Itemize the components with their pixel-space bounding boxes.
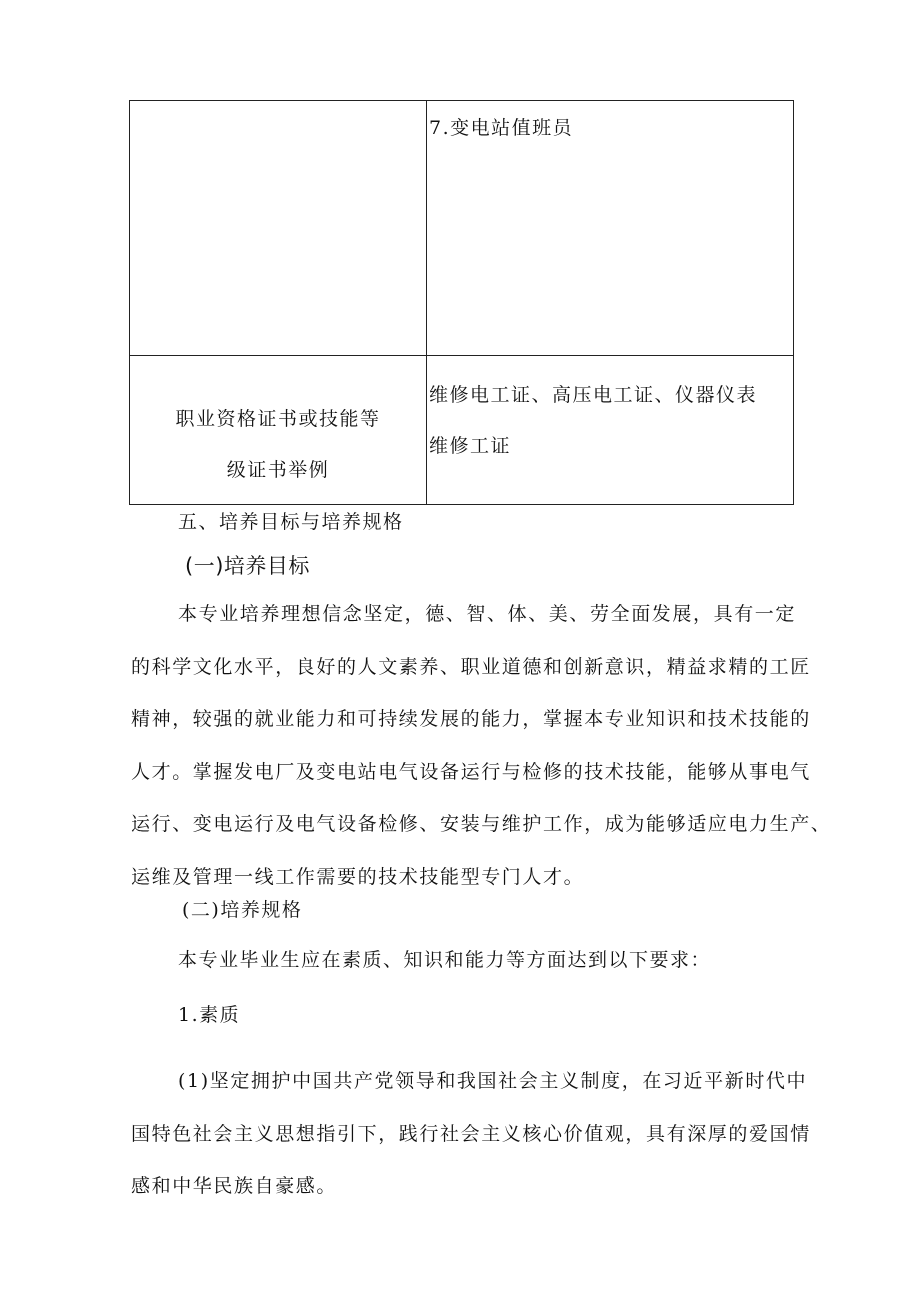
table-cell-cert-values: [427, 356, 794, 505]
paragraph-line: 国特色社会主义思想指引下，践行社会主义核心价值观，具有深厚的爱国情: [131, 1122, 811, 1145]
paragraph-line: (1)坚定拥护中国共产党领导和我国社会主义制度，在习近平新时代中: [178, 1070, 808, 1092]
paragraph-line: 的科学文化水平，良好的人文素养、职业道德和创新意识，精益求精的工匠: [131, 655, 811, 678]
goal-paragraph: [131, 588, 832, 903]
paragraph-line: 运维及管理一线工作需要的技术技能型专门人才。: [131, 865, 585, 888]
cert-values-line: 维修电工证、高压电工证、仪器仪表: [429, 384, 758, 406]
occupation-table: [129, 100, 794, 505]
subsection-heading: (一)培养目标: [185, 554, 310, 578]
paragraph-line: 感和中华民族自豪感。: [131, 1175, 338, 1197]
paragraph-line: 精神，较强的就业能力和可持续发展的能力，掌握本专业知识和技术技能的: [131, 708, 811, 730]
section-heading: 五、培养目标与培养规格: [178, 511, 404, 533]
cert-values-line: 维修工证: [429, 435, 512, 457]
paragraph-line: 本专业培养理想信念坚定，德、智、体、美、劳全面发展，具有一定: [178, 603, 797, 625]
paragraph-line: 运行、变电运行及电气设备检修、安装与维护工作，成为能够适应电力生产、: [131, 813, 832, 835]
item-heading: 1.素质: [178, 1004, 241, 1026]
cert-label: [130, 356, 426, 496]
requirements-intro: 本专业毕业生应在素质、知识和能力等方面达到以下要求：: [178, 949, 712, 971]
table-row: [130, 356, 794, 505]
cert-label-line: 级证书举例: [226, 459, 330, 481]
cert-label-line: 职业资格证书或技能等: [175, 408, 381, 430]
table-cell-job: [427, 101, 794, 356]
table-row: [130, 101, 794, 356]
paragraph-line: 人才。掌握发电厂及变电站电气设备运行与检修的技术技能，能够从事电气: [131, 760, 811, 783]
cert-values: [427, 356, 793, 472]
subsection-heading: (二)培养规格: [182, 899, 303, 921]
quality-paragraph: [131, 1055, 811, 1213]
job-title-item: 7.变电站值班员: [429, 117, 574, 139]
table-cell-cert-label: [130, 356, 427, 505]
table-cell-empty: [130, 101, 427, 356]
